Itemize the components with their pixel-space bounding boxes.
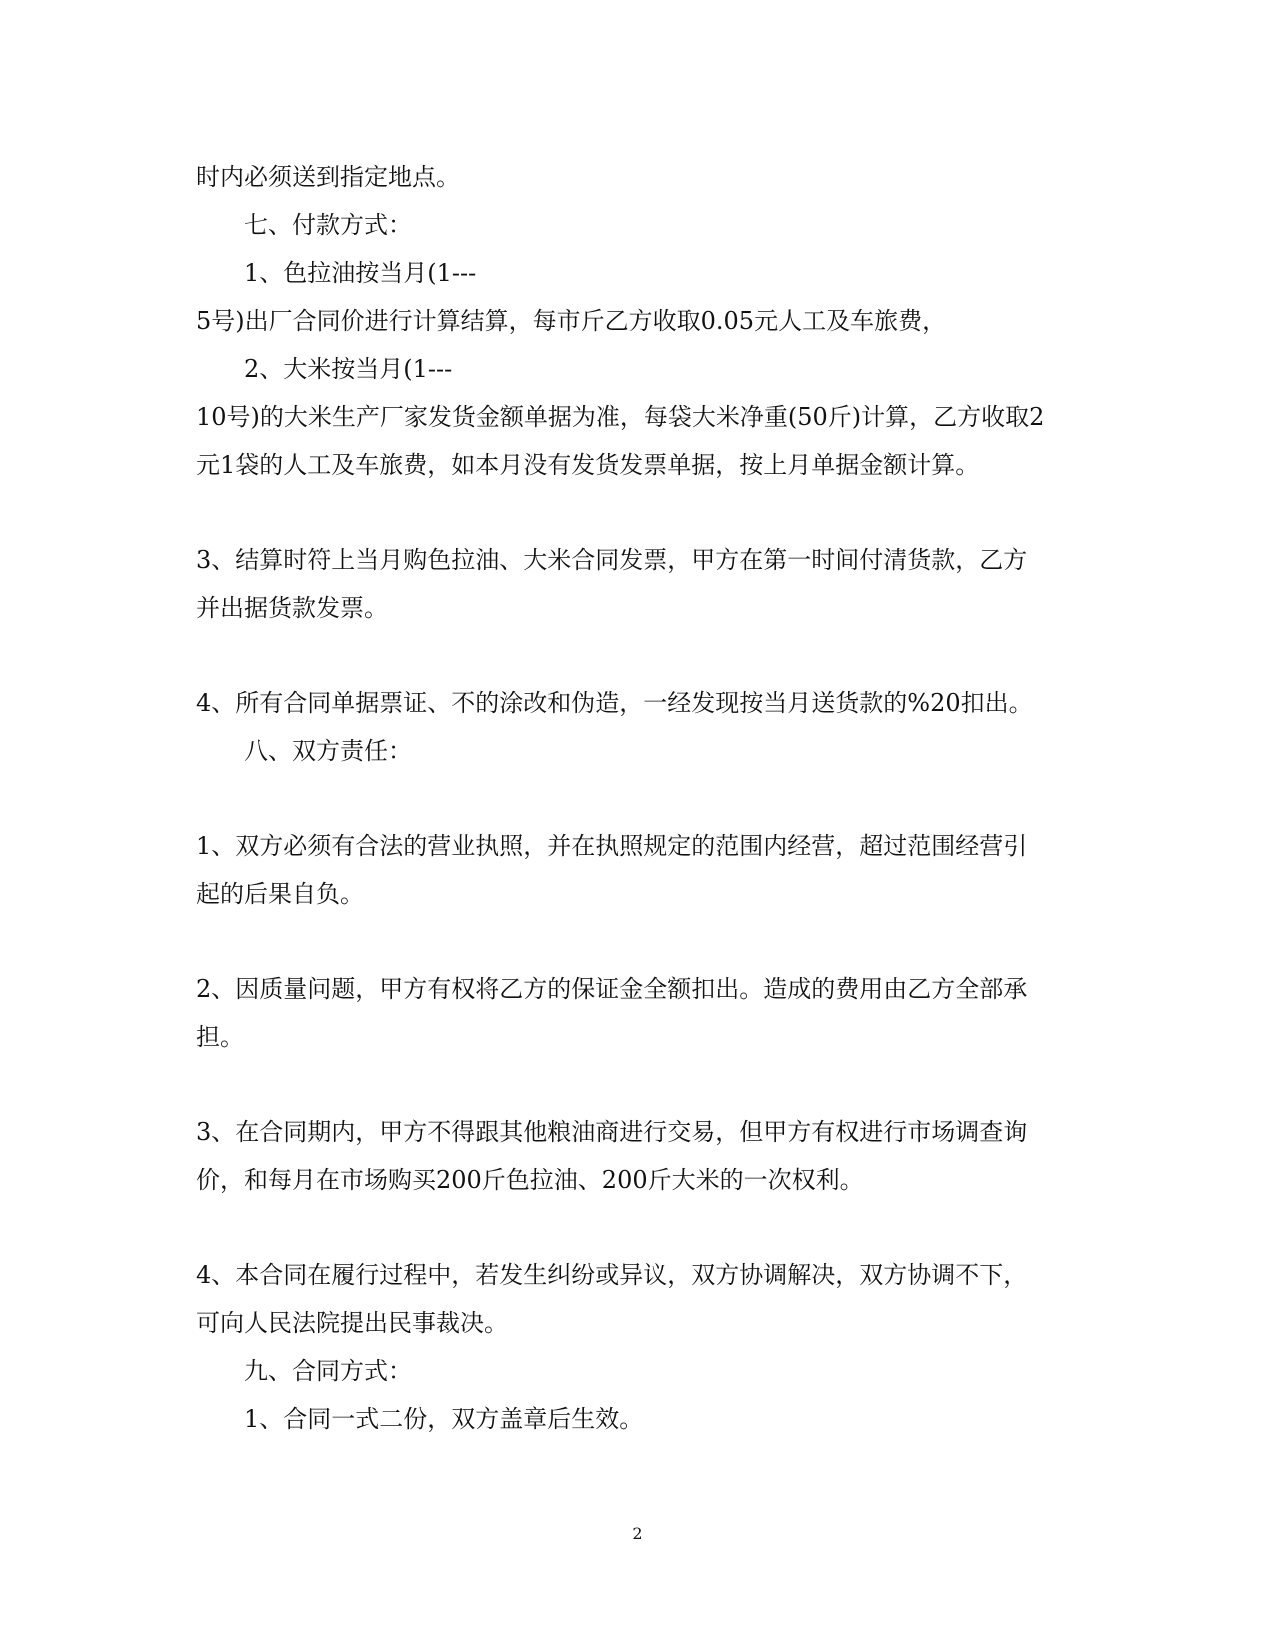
text-line-8: 3、结算时符上当月购色拉油、大米合同发票，甲方在第一时间付清货款，乙方 [196,546,1028,574]
text-line-13: 起的后果自负。 [196,880,364,908]
text-line-3: 1、色拉油按当月(1--- [244,259,477,287]
text-line-7: 元1袋的人工及车旅费，如本月没有发货发票单据，按上月单据金额计算。 [196,451,980,479]
section-heading-contract-form: 九、合同方式： [244,1357,412,1385]
text-line-5: 2、大米按当月(1--- [244,355,453,383]
text-line-12: 1、双方必须有合法的营业执照，并在执照规定的范围内经营，超过范围经营引 [196,832,1028,860]
text-line-14: 2、因质量问题，甲方有权将乙方的保证金全额扣出。造成的费用由乙方全部承 [196,975,1028,1003]
section-heading-payment: 七、付款方式： [244,211,412,239]
text-line-16: 3、在合同期内，甲方不得跟其他粮油商进行交易，但甲方有权进行市场调查询 [196,1118,1028,1146]
text-line-15: 担。 [196,1023,244,1051]
text-line-6: 10号)的大米生产厂家发货金额单据为准，每袋大米净重(50斤)计算，乙方收取2 [196,403,1045,431]
text-line-19: 可向人民法院提出民事裁决。 [196,1309,508,1337]
text-line-17: 价，和每月在市场购买200斤色拉油、200斤大米的一次权利。 [196,1166,864,1194]
text-line-18: 4、本合同在履行过程中，若发生纠纷或异议，双方协调解决，双方协调不下， [196,1261,1028,1289]
section-heading-responsibilities: 八、双方责任： [244,737,412,765]
page-number: 2 [632,1524,643,1543]
text-line-1: 时内必须送到指定地点。 [196,163,460,191]
text-line-9: 并出据货款发票。 [196,594,388,622]
text-line-10: 4、所有合同单据票证、不的涂改和伪造，一经发现按当月送货款的%20扣出。 [196,689,1033,717]
text-line-21: 1、合同一式二份，双方盖章后生效。 [244,1405,644,1433]
text-line-4: 5号)出厂合同价进行计算结算，每市斤乙方收取0.05元人工及车旅费， [196,307,947,335]
